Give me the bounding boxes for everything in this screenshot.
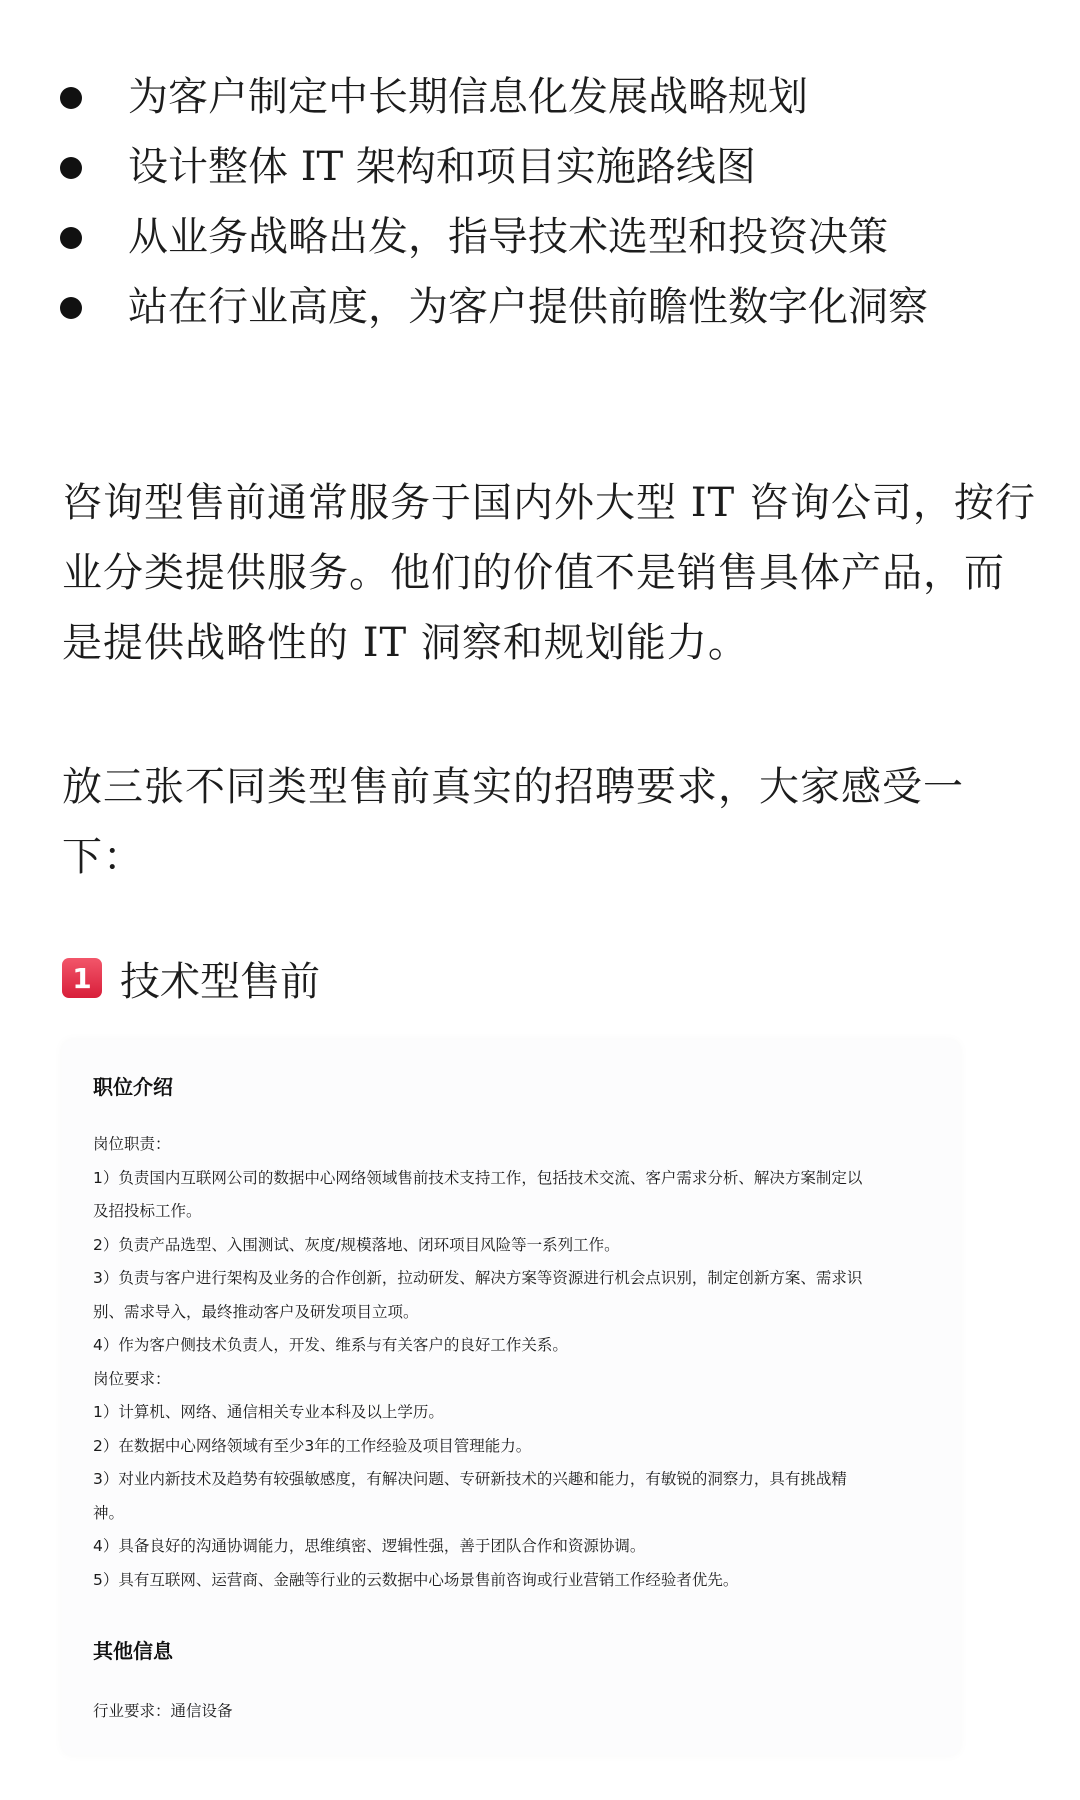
job-line: 4）具备良好的沟通协调能力，思维缜密、逻辑性强，善于团队合作和资源协调。	[93, 1537, 646, 1555]
other-info-heading: 其他信息	[93, 1639, 173, 1663]
job-posting-card	[62, 1040, 960, 1755]
job-intro-heading: 职位介绍	[93, 1075, 173, 1099]
job-description-lines	[93, 1128, 953, 1597]
bullet-item	[0, 272, 1080, 342]
job-line: 1）计算机、网络、通信相关专业本科及以上学历。	[93, 1403, 444, 1421]
job-line: 岗位职责：	[93, 1135, 171, 1153]
job-line: 3）对业内新技术及趋势有较强敏感度，有解决问题、专研新技术的兴趣和能力，有敏锐的洞察力，具有挑战精	[93, 1470, 847, 1488]
keycap-number-icon: 1	[62, 958, 102, 998]
bullet-item	[0, 202, 1080, 272]
industry-requirement: 行业要求：通信设备	[93, 1702, 233, 1720]
job-line: 岗位要求：	[93, 1369, 171, 1388]
bullet-text: 设计整体 IT 架构和项目实施路线图	[128, 144, 756, 190]
section-heading	[62, 943, 320, 1013]
job-line: 神。	[93, 1503, 125, 1522]
job-line: 别、需求导入，最终推动客户及研发项目立项。	[93, 1302, 419, 1321]
bullet-dot-icon	[60, 297, 82, 319]
job-line: 2）负责产品选型、入围测试、灰度/规模落地、闭环项目风险等一系列工作。	[93, 1235, 620, 1254]
bullet-item	[0, 132, 1080, 202]
bullet-text: 站在行业高度，为客户提供前瞻性数字化洞察	[128, 284, 928, 330]
job-line: 4）作为客户侧技术负责人，开发、维系与有关客户的良好工作关系。	[93, 1336, 568, 1354]
job-line: 1）负责国内互联网公司的数据中心网络领域售前技术支持工作，包括技术交流、客户需求分析、解决方案制定以	[93, 1168, 863, 1187]
job-line: 及招投标工作。	[93, 1202, 202, 1220]
bullet-text: 为客户制定中长期信息化发展战略规划	[128, 74, 808, 120]
job-line: 2）在数据中心网络领域有至少3年的工作经验及项目管理能力。	[93, 1436, 532, 1455]
consulting-paragraph: 咨询型售前通常服务于国内外大型 IT 咨询公司，按行业分类提供服务。他们的价值不是销售具体产品，而是提供战略性的 IT 洞察和规划能力。	[62, 480, 1036, 666]
job-line: 5）具有互联网、运营商、金融等行业的云数据中心场景售前咨询或行业营销工作经验者优先。	[93, 1570, 739, 1589]
intro-paragraph: 放三张不同类型售前真实的招聘要求，大家感受一下：	[62, 764, 964, 880]
bullet-dot-icon	[60, 157, 82, 179]
bullet-item	[0, 62, 1080, 132]
bullet-text: 从业务战略出发，指导技术选型和投资决策	[128, 214, 888, 260]
job-line: 3）负责与客户进行架构及业务的合作创新，拉动研发、解决方案等资源进行机会点识别，制定创新方案、需求识	[93, 1269, 863, 1287]
bullet-dot-icon	[60, 87, 82, 109]
bullet-list	[0, 62, 1080, 342]
section-title-text: 技术型售前	[120, 958, 320, 1005]
bullet-dot-icon	[60, 227, 82, 249]
